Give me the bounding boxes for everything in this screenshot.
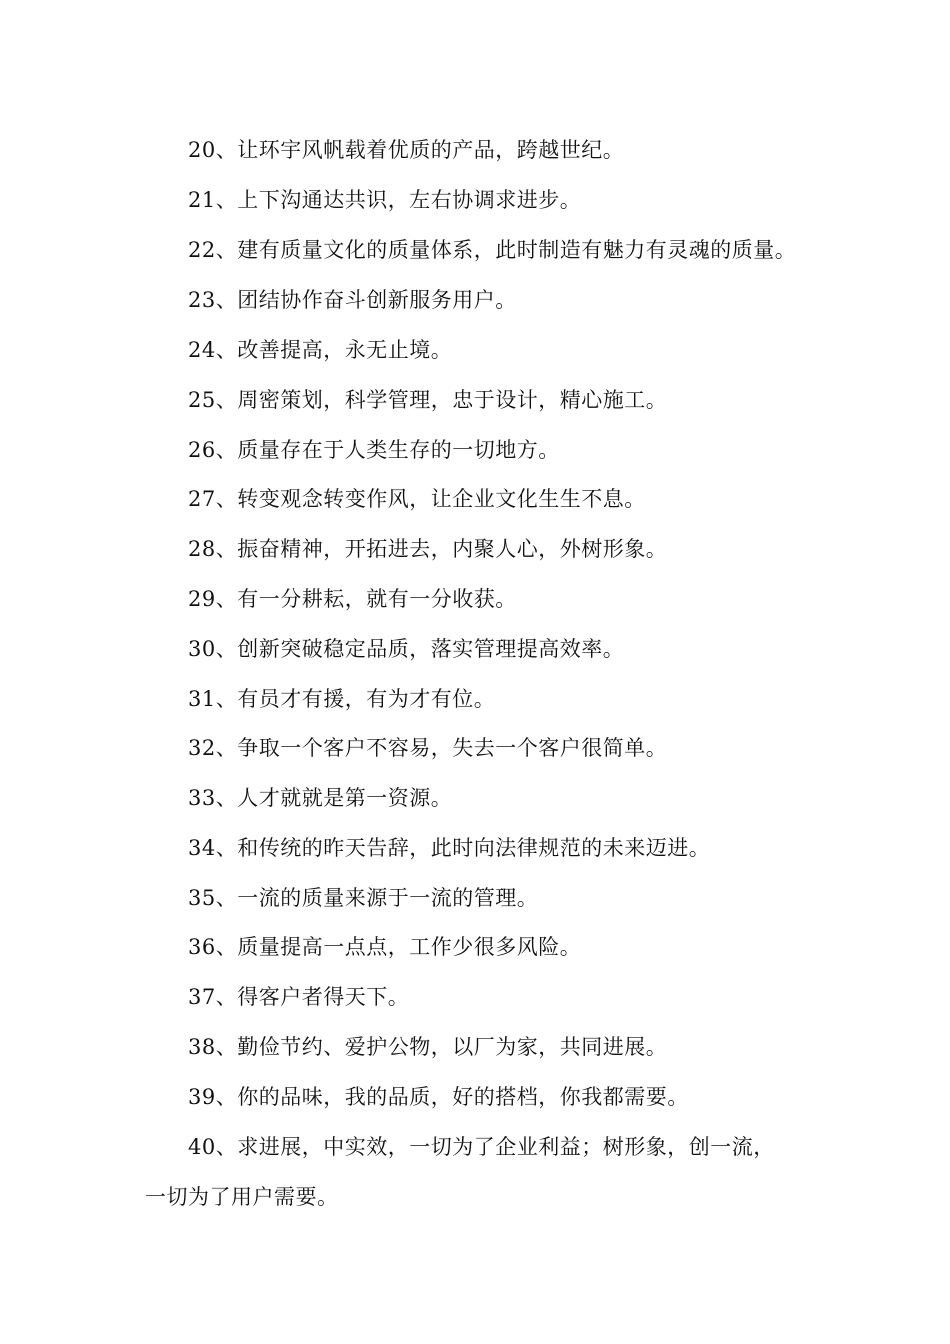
list-item: 39、你的品味，我的品质，好的搭档，你我都需要。 — [188, 1085, 689, 1109]
list-item: 26、质量存在于人类生存的一切地方。 — [188, 438, 560, 462]
list-item: 22、建有质量文化的质量体系，此时制造有魅力有灵魂的质量。 — [188, 238, 797, 262]
list-item: 37、得客户者得天下。 — [188, 985, 410, 1009]
list-item: 38、勤俭节约、爱护公物，以厂为家，共同进展。 — [188, 1035, 668, 1059]
list-item: 30、创新突破稳定品质，落实管理提高效率。 — [188, 637, 625, 661]
list-item: 21、上下沟通达共识，左右协调求进步。 — [188, 188, 582, 212]
list-item: 24、改善提高，永无止境。 — [188, 338, 453, 362]
list-item: 27、转变观念转变作风，让企业文化生生不息。 — [188, 487, 646, 511]
list-item: 40、求进展，中实效，一切为了企业利益；树形象，创一流， — [188, 1135, 775, 1159]
list-item: 33、人才就就是第一资源。 — [188, 786, 453, 810]
list-item: 25、周密策划，科学管理，忠于设计，精心施工。 — [188, 388, 668, 412]
list-item: 35、一流的质量来源于一流的管理。 — [188, 886, 539, 910]
list-item: 36、质量提高一点点，工作少很多风险。 — [188, 935, 582, 959]
list-item: 29、有一分耕耘，就有一分收获。 — [188, 587, 517, 611]
list-item: 31、有员才有援，有为才有位。 — [188, 687, 496, 711]
list-item: 34、和传统的昨天告辞，此时向法律规范的未来迈进。 — [188, 836, 711, 860]
list-item: 32、争取一个客户不容易，失去一个客户很简单。 — [188, 736, 668, 760]
list-item-continuation: 一切为了用户需要。 — [145, 1185, 339, 1209]
list-item: 28、振奋精神，开拓进去，内聚人心，外树形象。 — [188, 537, 668, 561]
list-item: 23、团结协作奋斗创新服务用户。 — [188, 288, 517, 312]
list-item: 20、让环宇风帆载着优质的产品，跨越世纪。 — [188, 138, 625, 162]
